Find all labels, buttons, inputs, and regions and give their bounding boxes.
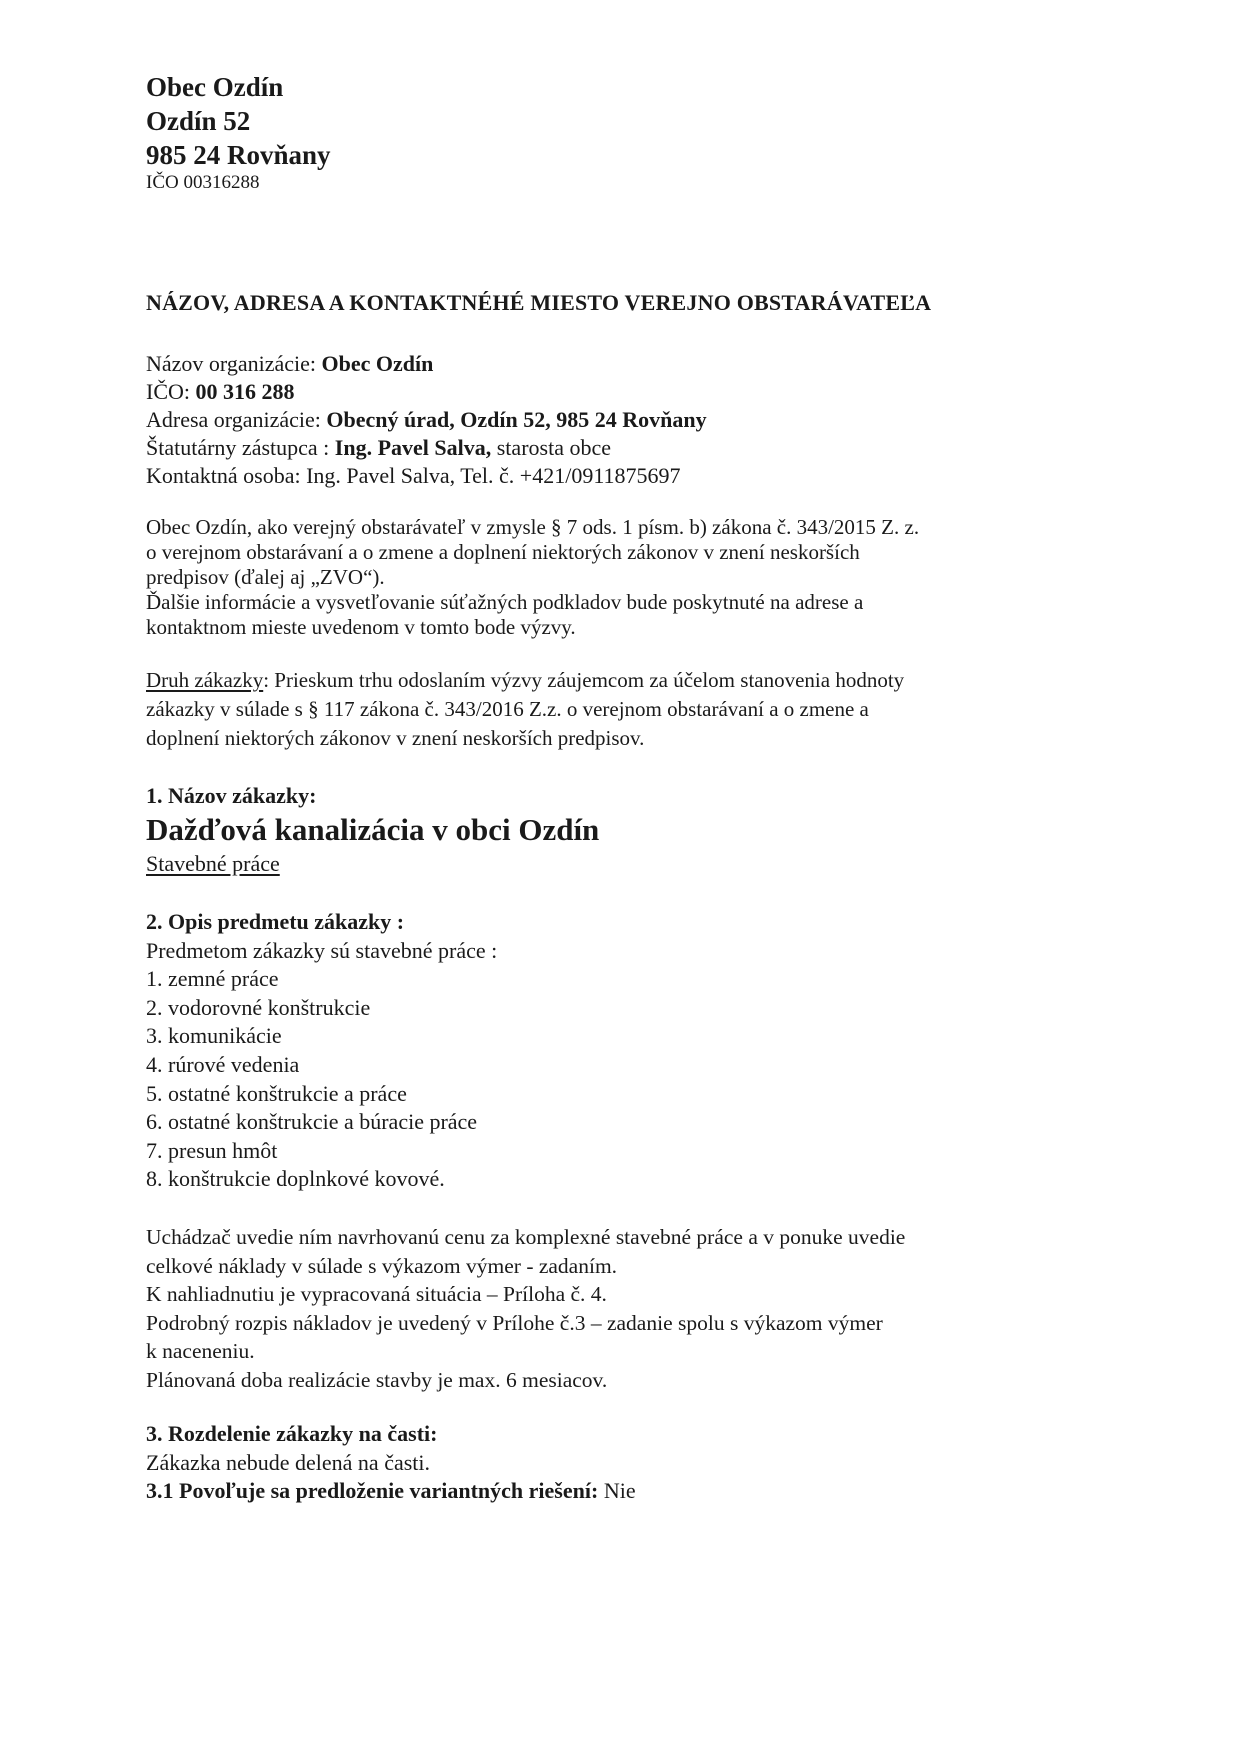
intro-paragraph	[146, 515, 919, 640]
section-2-heading: 2. Opis predmetu zákazky :	[146, 909, 405, 934]
work-item: 4. rúrové vedenia	[146, 1051, 300, 1077]
description-line: Plánovaná doba realizácie stavby je max. 6 mesiacov.	[146, 1367, 608, 1392]
sender-name: Obec Ozdín	[146, 72, 284, 102]
druh-line: zákazky v súlade s § 117 zákona č. 343/2016 Z.z. o verejnom obstarávaní a o zmene a	[146, 697, 869, 721]
statutory-suffix: starosta obce	[491, 435, 611, 460]
statutory-line	[146, 434, 707, 462]
ico-line	[146, 378, 707, 406]
description-line: celkové náklady v súlade s výkazom výmer - zadaním.	[146, 1253, 618, 1278]
work-item: 6. ostatné konštrukcie a búracie práce	[146, 1109, 478, 1135]
work-item: 7. presun hmôt	[146, 1137, 278, 1163]
contract-kind: Stavebné práce	[146, 851, 280, 876]
druh-label: Druh zákazky	[146, 668, 264, 692]
section-1-heading: 1. Názov zákazky:	[146, 783, 317, 808]
variant-value: Nie	[598, 1478, 636, 1504]
section-title: NÁZOV, ADRESA A KONTAKTNÉHÉ MIESTO VEREJNO OBSTARÁVATEĽA	[146, 290, 932, 315]
section-2	[146, 908, 497, 1194]
sender-address	[146, 70, 331, 172]
druh-line	[146, 666, 904, 695]
work-item: 3. komunikácie	[146, 1023, 282, 1049]
description-line: K nahliadnutiu je vypracovaná situácia – Príloha č. 4.	[146, 1282, 607, 1307]
section-3-heading: 3. Rozdelenie zákazky na časti:	[146, 1421, 438, 1446]
intro-line: Ďalšie informácie a vysvetľovanie súťažných podkladov bude poskytnuté na adrese a	[146, 590, 864, 614]
section-3	[146, 1420, 636, 1506]
work-item: 1. zemné práce	[146, 966, 279, 992]
sender-street: Ozdín 52	[146, 106, 251, 136]
org-line	[146, 350, 707, 378]
contract-type-paragraph	[146, 666, 904, 753]
org-label: Názov organizácie:	[146, 351, 322, 376]
description-line: Uchádzač uvedie ním navrhovanú cenu za komplexné stavebné práce a v ponuke uvedie	[146, 1225, 906, 1249]
work-item: 2. vodorovné konštrukcie	[146, 994, 371, 1020]
ico-label: IČO:	[146, 379, 196, 404]
druh-line: doplnení niektorých zákonov v znení neskorších predpisov.	[146, 726, 645, 750]
intro-line: predpisov (ďalej aj „ZVO“).	[146, 565, 385, 589]
contract-name: Dažďová kanalizácia v obci Ozdín	[146, 812, 600, 847]
intro-line: o verejnom obstarávaní a o zmene a doplnení niektorých zákonov v znení neskorších	[146, 540, 860, 564]
work-item: 5. ostatné konštrukcie a práce	[146, 1080, 407, 1106]
statutory-label: Štatutárny zástupca :	[146, 435, 335, 460]
variant-line	[146, 1477, 636, 1506]
address-line	[146, 406, 707, 434]
address-label: Adresa organizácie:	[146, 407, 327, 432]
address-value: Obecný úrad, Ozdín 52, 985 24 Rovňany	[326, 407, 707, 432]
description-line: k naceneniu.	[146, 1339, 255, 1364]
work-item: 8. konštrukcie doplnkové kovové.	[146, 1166, 445, 1192]
org-value: Obec Ozdín	[321, 351, 434, 376]
description-line: Podrobný rozpis nákladov je uvedený v Prílohe č.3 – zadanie spolu s výkazom výmer	[146, 1310, 883, 1335]
variant-label: 3.1 Povoľuje sa predloženie variantných riešení:	[146, 1478, 599, 1504]
sender-city: 985 24 Rovňany	[146, 140, 331, 170]
druh-colon: :	[263, 668, 270, 692]
section-1	[146, 782, 599, 878]
druh-text: Prieskum trhu odoslaním výzvy záujemcom za účelom stanovenia hodnoty	[269, 668, 905, 692]
ico-value: 00 316 288	[195, 379, 295, 404]
intro-line: Obec Ozdín, ako verejný obstarávateľ v zmysle § 7 ods. 1 písm. b) zákona č. 343/2015 Z. z.	[146, 515, 920, 539]
section-2-intro: Predmetom zákazky sú stavebné práce :	[146, 937, 498, 963]
statutory-value: Ing. Pavel Salva,	[334, 435, 492, 460]
sender-ico: IČO 00316288	[146, 172, 260, 193]
intro-line: kontaktnom mieste uvedenom v tomto bode výzvy.	[146, 615, 576, 639]
section-3-text: Zákazka nebude delená na časti.	[146, 1449, 431, 1475]
contact-block	[146, 350, 707, 490]
section-2-description	[146, 1223, 905, 1395]
contact-person-line: Kontaktná osoba: Ing. Pavel Salva, Tel. č. +421/0911875697	[146, 463, 681, 488]
